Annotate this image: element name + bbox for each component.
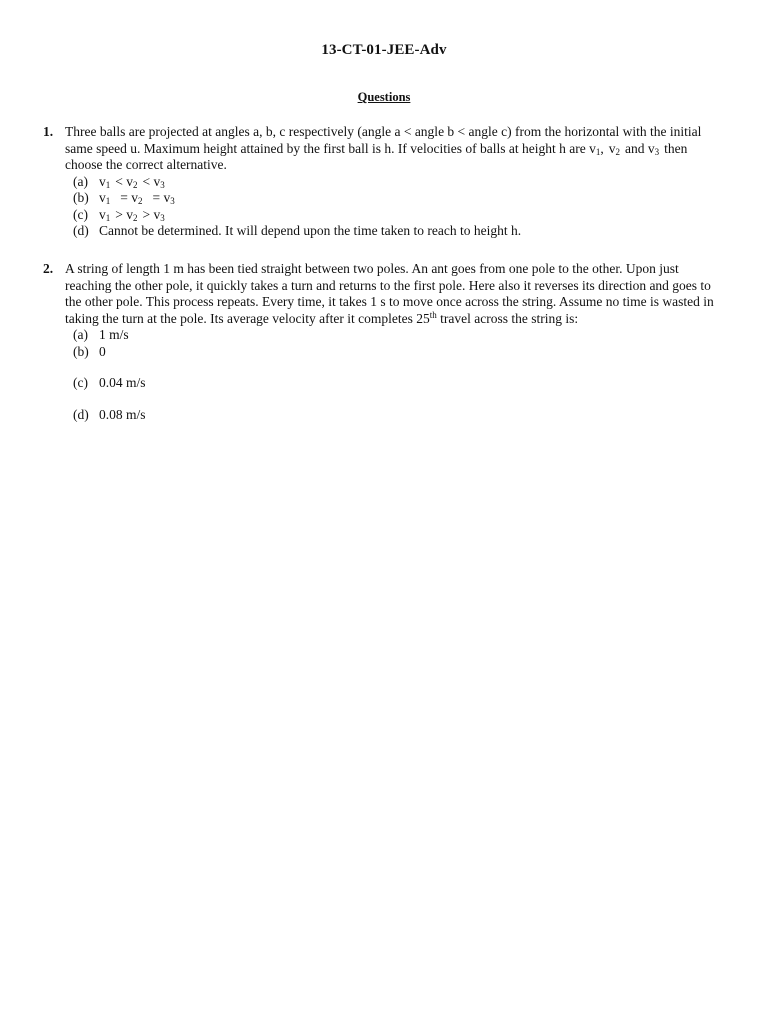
ordinal-suffix: th — [429, 309, 437, 320]
question-number: 1. — [43, 124, 54, 139]
option-d — [65, 223, 728, 240]
question-body — [65, 261, 728, 423]
question-text-part: travel across the string is: — [440, 310, 579, 326]
option-text: 0.04 m/s — [99, 375, 146, 390]
question-1 — [43, 124, 728, 240]
var-v3: $v_3$ — [647, 140, 660, 157]
relation-symbol: > — [142, 206, 151, 222]
relation-symbol: = — [120, 190, 128, 205]
option-label: (c) — [73, 206, 88, 222]
option-label: (d) — [73, 406, 89, 422]
option-label: (c) — [73, 375, 88, 390]
question-body — [65, 124, 728, 240]
document-title: 13-CT-01-JEE-Adv — [321, 42, 447, 58]
question-text-part: then choose the correct alternative. — [65, 140, 688, 172]
option-label: (b) — [73, 190, 89, 205]
option-label: (a) — [73, 173, 88, 189]
option-b: (b) $v_1 = v_2 = v_3$ — [73, 190, 175, 206]
option-text: 1 m/s — [99, 327, 129, 342]
option-label: (d) — [73, 223, 89, 238]
option-a — [65, 327, 728, 344]
option-c: (c) $v_1 > v_2 > v_3$ — [73, 206, 165, 223]
option-text: Cannot be determined. It will depend upon the time taken to reach to height h. — [99, 223, 522, 238]
question-number: 2. — [43, 261, 54, 276]
option-d — [65, 407, 728, 424]
spacer — [65, 360, 728, 375]
relation-symbol: < — [142, 173, 151, 189]
var-v1: $v_1$ — [589, 140, 601, 157]
var-v2: $v_2$ — [608, 140, 620, 157]
option-a: (a) $v_1 < v_2 < v_3$ — [73, 173, 165, 190]
option-text: 0.08 m/s — [99, 406, 146, 422]
question-2 — [43, 261, 728, 423]
question-text: Three balls are projected at angles a, b, c respectively (angle a < angle b < angle c) from the horizontal with the initial same speed u. Maximum height attained by the first ball is h. If velocities of balls at height h are $v_1$, $v_2$ and $v_3$ then choose the correct alternative. — [65, 124, 702, 172]
question-text-part: Three balls are projected at angles a, b, c respectively (angle a < angle b < angle c) from the horizontal with the initial same speed u. Maximum height attained by the first ball is h. If velocities of balls at height h are — [65, 124, 702, 156]
option-label: (a) — [73, 327, 88, 342]
option-label: (b) — [73, 343, 89, 359]
question-text-part: A string of length 1 m has been tied straight between two poles. An ant goes from one pole to the other. Upon just reaching the other pole, it quickly takes a turn and returns to the first pole. Here also it reverses its direction and goes to the other pole. This process repeats. Every time, it takes 1 s to move once across the string. Assume no time is wasted in taking the turn at the pole. Its average velocity after it completes 25 — [65, 261, 714, 326]
spacer — [65, 392, 728, 407]
and-word: and — [625, 140, 645, 156]
relation-symbol: > — [115, 206, 123, 222]
option-c — [65, 375, 728, 392]
relation-symbol: = — [152, 190, 161, 205]
option-b — [65, 344, 728, 361]
option-text: 0 — [99, 343, 106, 359]
relation-symbol: < — [115, 173, 123, 189]
section-heading: Questions — [357, 90, 411, 104]
question-text — [65, 261, 728, 327]
